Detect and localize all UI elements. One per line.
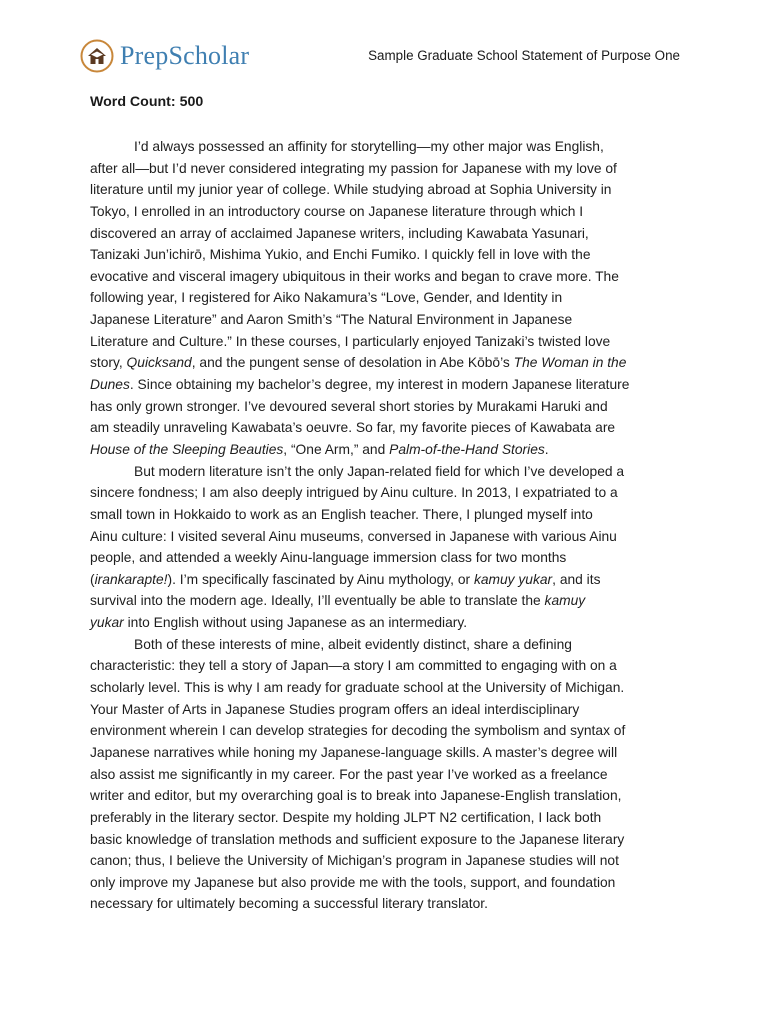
essay-text: has only grown stronger. I’ve devoured several short stories by Murakami Haruki and (90, 398, 608, 414)
italic-title: Dunes (90, 377, 130, 393)
essay-text: But modern literature isn’t the only Japan-related field for which I’ve developed a (134, 463, 625, 479)
essay-text: only improve my Japanese but also provide me with the tools, support, and foundation (90, 874, 616, 890)
essay-line (90, 374, 690, 396)
italic-title: Palm-of-the-Hand Stories (389, 441, 545, 457)
essay-line (90, 439, 690, 461)
essay-line (90, 461, 690, 483)
italic-title: House of the Sleeping Beauties (90, 441, 284, 457)
essay-line (90, 223, 690, 245)
essay-line (90, 201, 690, 223)
essay-line (90, 331, 690, 353)
essay-text: Both of these interests of mine, albeit evidently distinct, share a defining (134, 636, 572, 652)
essay-line (90, 677, 690, 699)
essay-text: Tokyo, I enrolled in an introductory course on Japanese literature through which I (90, 203, 584, 219)
essay-line (90, 244, 690, 266)
essay-text: literature until my junior year of college. While studying abroad at Sophia University in (90, 182, 612, 198)
essay-line (90, 547, 690, 569)
essay-text: canon; thus, I believe the University of Michigan’s program in Japanese studies will not (90, 853, 619, 869)
essay-line (90, 829, 690, 851)
logo-text: PrepScholar (120, 41, 250, 70)
essay-text: environment wherein I can develop strategies for decoding the symbolism and syntax of (90, 723, 626, 739)
essay-text: . (544, 441, 549, 457)
italic-term: kamuy yukar (473, 571, 553, 587)
essay-line (90, 634, 690, 656)
essay-line (90, 136, 690, 158)
essay-text: scholarly level. This is why I am ready for graduate school at the University of Michigan. (90, 680, 625, 696)
essay-line (90, 526, 690, 548)
essay-text: writer and editor, but my overarching goal is to break into Japanese-English translation, (90, 788, 622, 804)
essay-line (90, 309, 690, 331)
essay-text: people, and attended a weekly Ainu-language immersion class for two months (90, 550, 567, 566)
essay-line (90, 893, 690, 915)
essay-line (90, 287, 690, 309)
essay-line (90, 720, 690, 742)
essay-text: Tanizaki Jun’ichirō, Mishima Yukio, and Enchi Fumiko. I quickly fell in love with the (90, 247, 591, 263)
page-header (80, 36, 680, 76)
essay-line (90, 504, 690, 526)
essay-text: . Since obtaining my bachelor’s degree, my interest in modern Japanese literature (129, 377, 630, 393)
essay-line (90, 482, 690, 504)
essay-text: basic knowledge of translation methods and sufficient exposure to the Japanese literary (90, 831, 625, 847)
essay-text: Your Master of Arts in Japanese Studies program offers an ideal interdisciplinary (90, 701, 580, 717)
essay-text: ). I’m specifically fascinated by Ainu mythology, or (167, 571, 474, 587)
essay-line (90, 569, 690, 591)
graduation-cap-house-icon (80, 39, 114, 73)
essay-text: into English without using Japanese as an intermediary. (123, 615, 468, 631)
essay-text: Ainu culture: I visited several Ainu museums, conversed in Japanese with various Ainu (90, 528, 617, 544)
essay-line (90, 590, 690, 612)
essay-text: I’d always possessed an affinity for storytelling—my other major was English, (134, 139, 604, 154)
essay-line (90, 352, 690, 374)
essay-line (90, 699, 690, 721)
word-count: Word Count: 500 (90, 94, 204, 110)
essay-line (90, 785, 690, 807)
essay-text: small town in Hokkaido to work as an English teacher. There, I plunged myself into (90, 506, 593, 522)
essay-text: , and the pungent sense of desolation in Abe Kōbō’s (191, 355, 514, 371)
essay-text: sincere fondness; I am also deeply intrigued by Ainu culture. In 2013, I expatriated to a (90, 485, 618, 501)
essay-text: Japanese narratives while honing my Japanese-language skills. A master’s degree will (90, 744, 618, 760)
essay-body (90, 136, 690, 915)
essay-text: , and its (552, 571, 601, 587)
essay-text: discovered an array of acclaimed Japanese writers, including Kawabata Yasunari, (90, 225, 589, 241)
italic-title: Quicksand (126, 355, 192, 371)
essay-text: Japanese Literature” and Aaron Smith’s “The Natural Environment in Japanese (90, 312, 573, 328)
document-title: Sample Graduate School Statement of Purpose One (368, 48, 680, 63)
essay-line (90, 764, 690, 786)
essay-line (90, 807, 690, 829)
prepscholar-logo[interactable] (80, 36, 249, 76)
italic-term: yukar (90, 615, 124, 631)
essay-text: evocative and visceral imagery ubiquitous in their works and began to crave more. The (90, 268, 619, 284)
italic-term: kamuy (544, 593, 586, 609)
essay-text: preferably in the literary sector. Despite my holding JLPT N2 certification, I lack both (90, 809, 602, 825)
essay-line (90, 850, 690, 872)
essay-text: story, (90, 355, 127, 371)
essay-line (90, 417, 690, 439)
essay-text: following year, I registered for Aiko Nakamura’s “Love, Gender, and Identity in (90, 290, 563, 306)
essay-text: characteristic: they tell a story of Japan—a story I am committed to engaging with on a (90, 658, 617, 674)
essay-text: after all—but I’d never considered integrating my passion for Japanese with my love of (90, 160, 617, 176)
essay-text: also assist me significantly in my career. For the past year I’ve worked as a freelance (90, 766, 608, 782)
italic-title: The Woman in the (513, 355, 627, 371)
essay-text: Literature and Culture.” In these courses, I particularly enjoyed Tanizaki’s twisted love (90, 333, 611, 349)
essay-line (90, 872, 690, 894)
essay-line (90, 742, 690, 764)
essay-line (90, 655, 690, 677)
essay-text: survival into the modern age. Ideally, I’ll eventually be able to translate the (90, 593, 545, 609)
essay-line (90, 266, 690, 288)
essay-line (90, 158, 690, 180)
essay-line (90, 612, 690, 634)
essay-line (90, 179, 690, 201)
essay-text: , “One Arm,” and (283, 441, 390, 457)
essay-line (90, 396, 690, 418)
essay-text: necessary for ultimately becoming a successful literary translator. (90, 896, 488, 912)
essay-text: ( (90, 571, 95, 587)
italic-term: irankarapte! (94, 571, 168, 587)
essay-text: am steadily unraveling Kawabata’s oeuvre. So far, my favorite pieces of Kawabata are (90, 420, 616, 436)
